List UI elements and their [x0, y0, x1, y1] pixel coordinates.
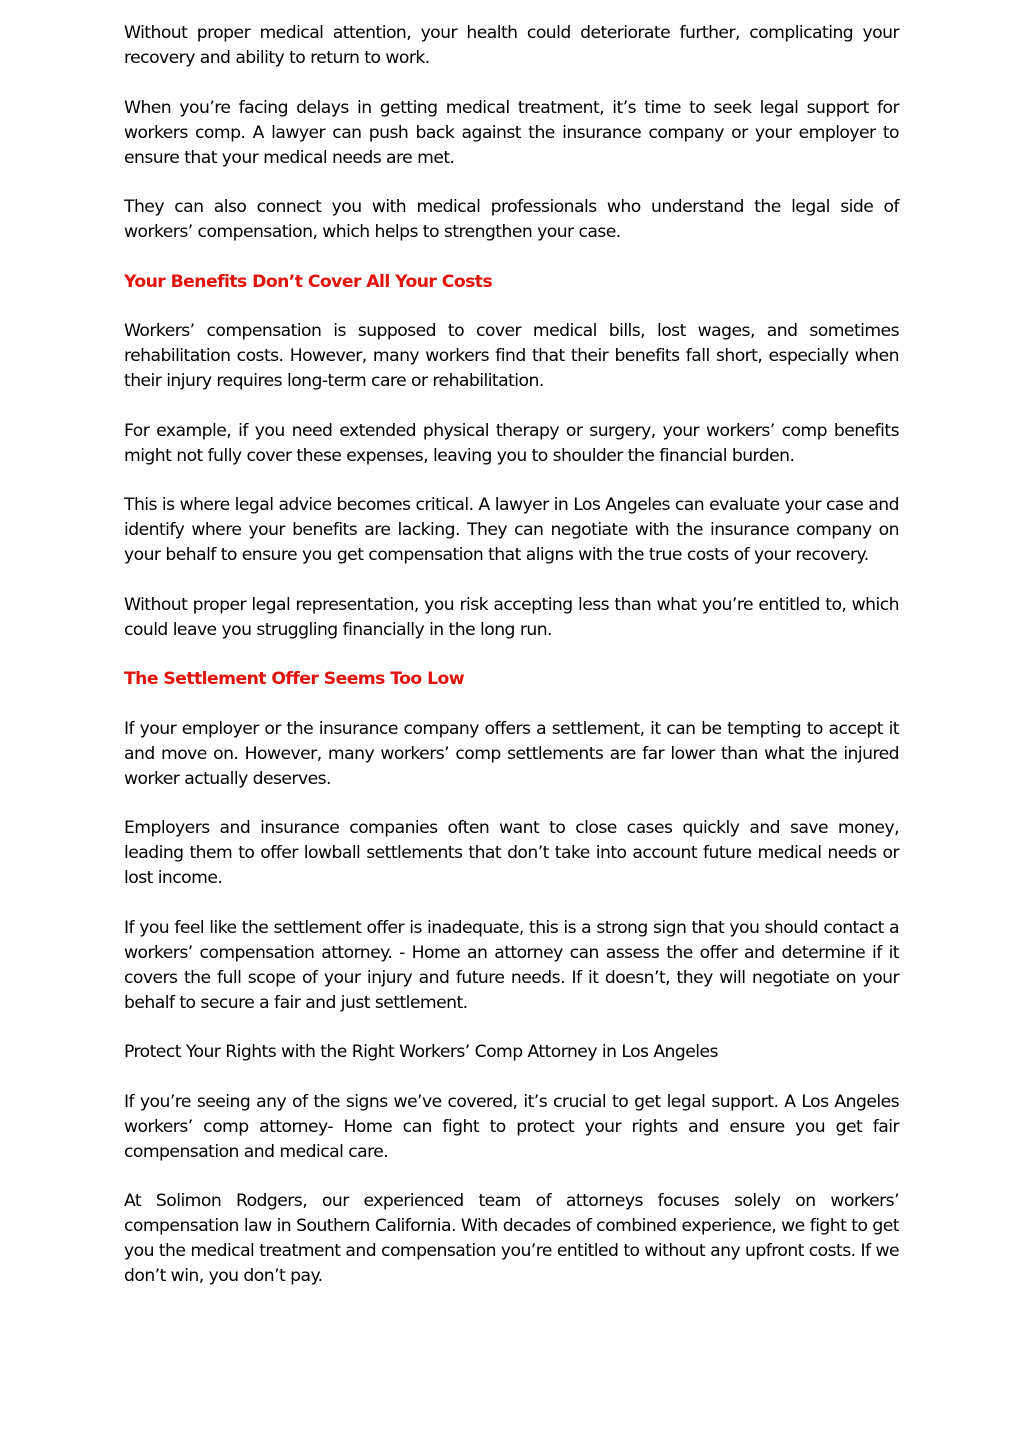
paragraph-compensation-coverage: Workers’ compensation is supposed to cover medical bills, lost wages, and sometimes rehabilitation costs. However, many workers find that their benefits fall short, especially when their injury requires long-term care or rehabilitation.	[124, 321, 899, 391]
paragraph-therapy-example: For example, if you need extended physical therapy or surgery, your workers’ comp benefits might not fully cover these expenses, leaving you to shoulder the financial burden.	[124, 420, 899, 466]
paragraph-medical-professionals: They can also connect you with medical professionals who understand the legal side of workers’ compensation, which helps to strengthen your case.	[124, 197, 899, 242]
paragraph-legal-advice: This is where legal advice becomes critical. A lawyer in Los Angeles can evaluate your case and identify where your benefits are lacking. They can negotiate with the insurance company on your behalf to ensure you get compensation that aligns with the true costs of your recovery.	[124, 495, 899, 565]
heading-settlement-offer: The Settlement Offer Seems Too Low	[124, 669, 465, 689]
document-page	[124, 21, 899, 1314]
paragraph-protect-rights: Protect Your Rights with the Right Workers’ Comp Attorney in Los Angeles	[124, 1042, 718, 1062]
paragraph-inadequate-offer: If you feel like the settlement offer is inadequate, this is a strong sign that you should contact a workers’ compensation attorney. - Home an attorney can assess the offer and determine if it covers the full scope of your injury and future needs. If it doesn’t, they will negotiate on your behalf to secure a fair and just settlement.	[124, 917, 899, 1013]
paragraph-treatment-delays: When you’re facing delays in getting medical treatment, it’s time to seek legal support for workers comp. A lawyer can push back against the insurance company or your employer to ensure that your medical needs are met.	[124, 97, 899, 168]
paragraph-legal-representation: Without proper legal representation, you risk accepting less than what you’re entitled to, which could leave you struggling financially in the long run.	[124, 594, 899, 640]
paragraph-lowball-settlements: Employers and insurance companies often want to close cases quickly and save money, leading them to offer lowball settlements that don’t take into account future medical needs or lost income.	[124, 818, 899, 888]
paragraph-solimon-rodgers: At Solimon Rodgers, our experienced team of attorneys focuses solely on workers’ compensation law in Southern California. With decades of combined experience, we fight to get you the medical treatment and compensation you’re entitled to without any upfront costs. If we don’t win, you don’t pay.	[124, 1191, 899, 1286]
paragraph-medical-attention: Without proper medical attention, your health could deteriorate further, complicating your recovery and ability to return to work.	[124, 23, 899, 68]
heading-benefits-costs: Your Benefits Don’t Cover All Your Costs	[124, 271, 493, 292]
paragraph-settlement-tempting: If your employer or the insurance company offers a settlement, it can be tempting to accept it and move on. However, many workers’ comp settlements are far lower than what the injured worker actually deserves.	[124, 718, 899, 789]
paragraph-signs-covered: If you’re seeing any of the signs we’ve covered, it’s crucial to get legal support. A Los Angeles workers’ comp attorney- Home can fight to protect your rights and ensure you get fair compensation and medical care.	[124, 1091, 899, 1162]
